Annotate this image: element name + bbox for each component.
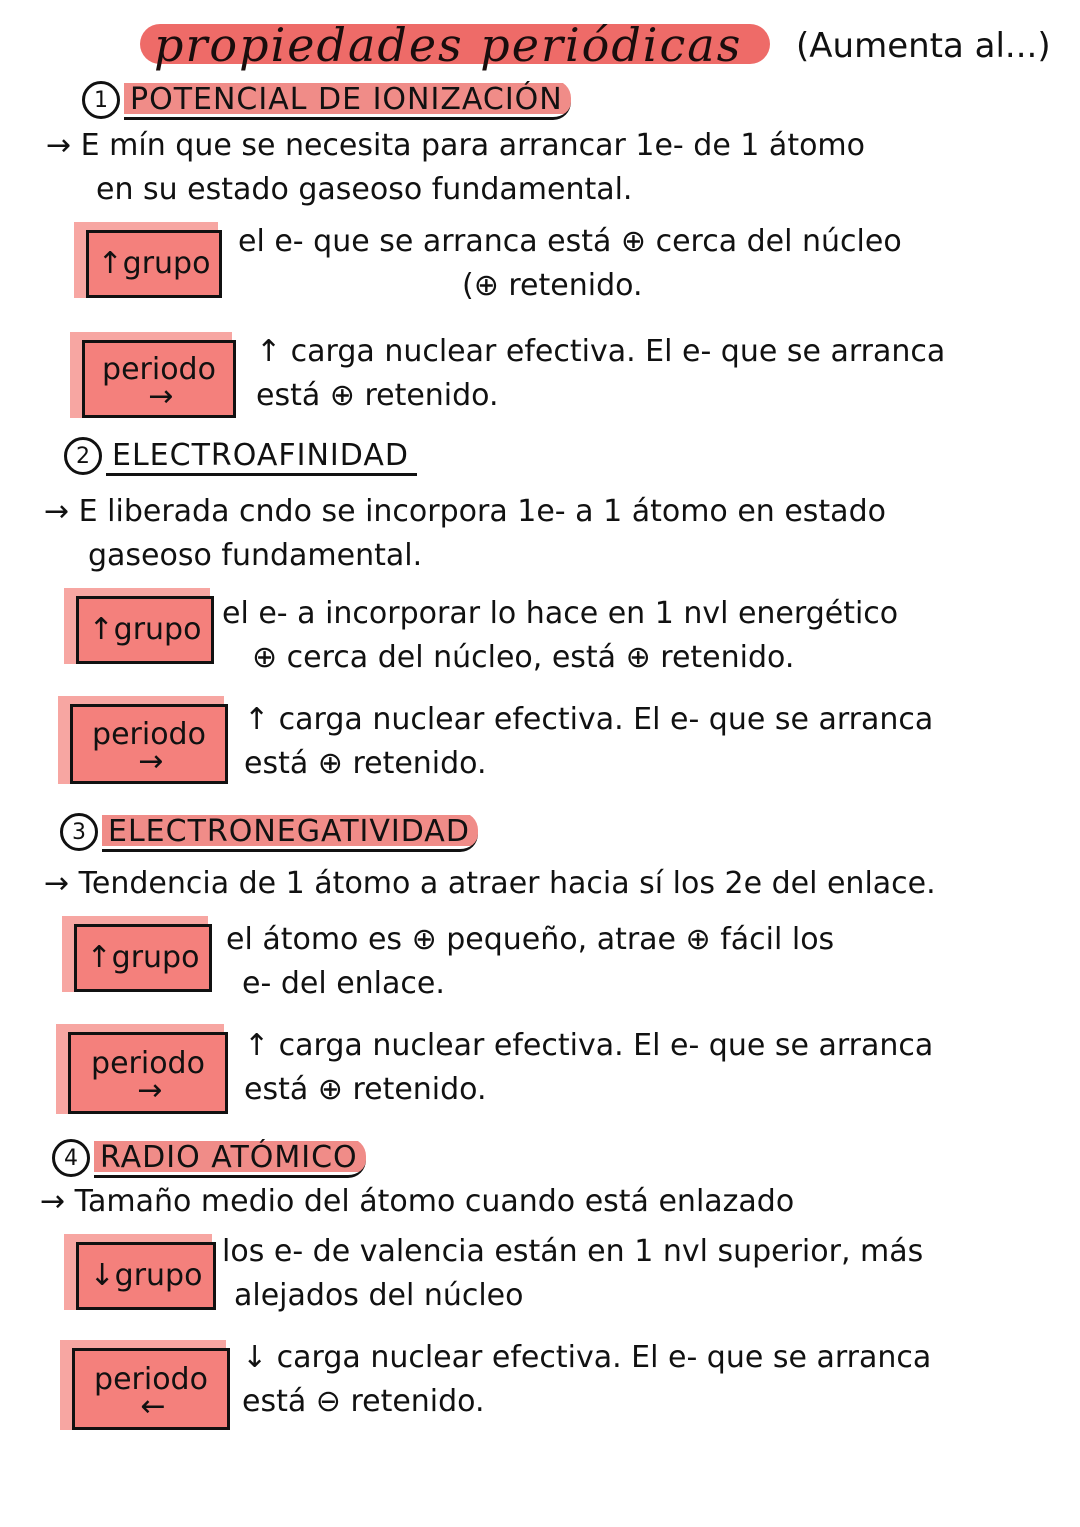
group-label: ↑grupo [86,940,200,975]
period-label-box [68,1032,228,1114]
explanation-line: ↓ carga nuclear efectiva. El e- que se arranca [242,1340,932,1375]
period-label: periodo [94,1362,208,1397]
group-label-box [74,924,212,992]
group-label: ↓grupo [89,1258,203,1293]
explanation-line: ⊕ cerca del núcleo, está ⊕ retenido. [252,640,795,675]
section-title: ELECTROAFINIDAD [106,436,417,476]
explanation-line: está ⊕ retenido. [256,378,499,413]
explanation-line: está ⊖ retenido. [242,1384,485,1419]
explanation-line: ↑ carga nuclear efectiva. El e- que se arranca [244,702,934,737]
title-block [140,18,780,74]
explanation-line: está ⊕ retenido. [244,746,487,781]
section-definition-line: → E liberada cndo se incorpora 1e- a 1 átomo en estado [44,494,886,529]
explanation-line: el e- que se arranca está ⊕ cerca del núcleo [238,224,902,259]
group-explanation [222,1230,923,1318]
section-number: 3 [60,813,98,851]
arrow-right-icon: → [137,1073,159,1108]
section-definition-line: → E mín que se necesita para arrancar 1e- de 1 átomo [46,128,866,163]
section-number: 4 [52,1139,90,1177]
period-label-box [72,1348,230,1430]
page-subtitle: (Aumenta al...) [796,26,1051,66]
arrow-right-icon: → [148,379,170,414]
section-definition-line: → Tendencia de 1 átomo a atraer hacia sí los 2e del enlace. [44,866,936,901]
section-title: RADIO ATÓMICO [94,1138,366,1178]
period-explanation [244,698,933,786]
section-number: 1 [82,81,120,119]
explanation-line: ↑ carga nuclear efectiva. El e- que se arranca [256,334,946,369]
group-label-box [76,596,214,664]
period-explanation [256,330,945,418]
section-number: 2 [64,437,102,475]
period-label-box [82,340,236,418]
explanation-line: alejados del núcleo [234,1278,524,1313]
arrow-left-icon: ← [140,1389,162,1424]
group-label: ↑grupo [88,612,202,647]
period-label-box [70,704,228,784]
section-heading-3 [60,812,478,852]
section-definition-line: gaseoso fundamental. [88,538,423,573]
period-label: periodo [92,717,206,752]
period-label: periodo [91,1046,205,1081]
section-heading-1 [82,80,571,120]
explanation-line: los e- de valencia están en 1 nvl superior, más [222,1234,924,1269]
group-label-box [76,1242,216,1310]
explanation-line: el átomo es ⊕ pequeño, atrae ⊕ fácil los [226,922,835,957]
section-heading-4 [52,1138,366,1178]
explanation-line: el e- a incorporar lo hace en 1 nvl energético [222,596,899,631]
explanation-line: ↑ carga nuclear efectiva. El e- que se arranca [244,1028,934,1063]
explanation-line: (⊕ retenido. [462,268,643,303]
group-explanation [238,220,902,308]
period-label: periodo [102,352,216,387]
group-explanation [222,592,898,680]
arrow-right-icon: → [138,744,160,779]
section-definition-line: en su estado gaseoso fundamental. [96,172,633,207]
section-definition-line: → Tamaño medio del átomo cuando está enlazado [40,1184,795,1219]
section-title: ELECTRONEGATIVIDAD [102,812,478,852]
page-title: propiedades periódicas [154,18,743,72]
period-explanation [242,1336,931,1424]
explanation-line: está ⊕ retenido. [244,1072,487,1107]
group-explanation [226,918,834,1006]
period-explanation [244,1024,933,1112]
section-title: POTENCIAL DE IONIZACIÓN [124,80,571,120]
group-label: ↑grupo [97,246,211,281]
explanation-line: e- del enlace. [242,966,445,1001]
group-label-box [86,230,222,298]
section-heading-2 [64,436,417,476]
